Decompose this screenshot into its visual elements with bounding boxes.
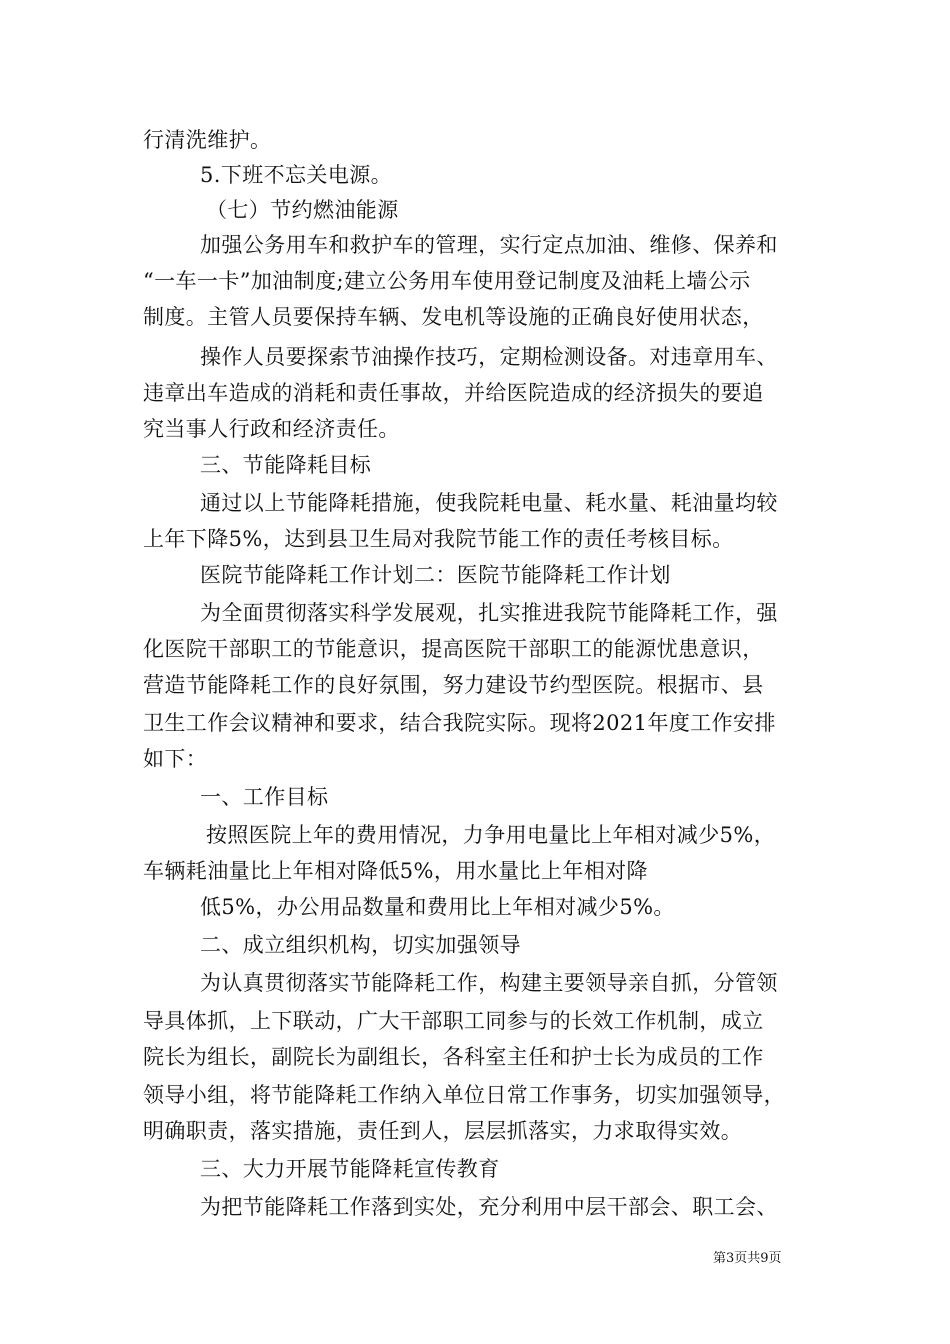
text-line: 明确职责，落实措施，责任到人，层层抓落实，力求取得实效。 (143, 1119, 743, 1143)
text-line: 操作人员要探索节油操作技巧，定期检测设备。对违章用车、 (200, 345, 778, 369)
text-line: 为全面贯彻落实科学发展观，扎实推进我院节能降耗工作，强 (200, 601, 778, 625)
section-heading: 三、节能降耗目标 (200, 453, 372, 477)
text-line: 5.下班不忘关电源。 (200, 163, 393, 187)
text-line: 加强公务用车和救护车的管理，实行定点加油、维修、保养和 (200, 233, 778, 257)
page-number-footer: 第3页共9页 (713, 1251, 782, 1266)
text-line: 制度。主管人员要保持车辆、发电机等设施的正确良好使用状态， (143, 305, 764, 329)
text-line: 领导小组，将节能降耗工作纳入单位日常工作事务，切实加强领导， (143, 1083, 785, 1107)
text-line: 违章出车造成的消耗和责任事故，并给医院造成的经济损失的要追 (143, 381, 764, 405)
text-line: “一车一卡”加油制度;建立公务用车使用登记制度及油耗上墙公示 (143, 269, 751, 293)
section-heading: 二、成立组织机构，切实加强领导 (200, 933, 521, 957)
text-line: 低5%，办公用品数量和费用比上年相对减少5%。 (200, 895, 675, 919)
text-line: 营造节能降耗工作的良好氛围，努力建设节约型医院。根据市、县 (143, 673, 764, 697)
text-line: 院长为组长，副院长为副组长，各科室主任和护士长为成员的工作 (143, 1045, 764, 1069)
text-line: 化医院干部职工的节能意识，提高医院干部职工的能源忧患意识， (143, 637, 764, 661)
text-line: 如下： (143, 747, 208, 771)
text-line: （七）节约燃油能源 (206, 198, 399, 222)
text-line: 按照医院上年的费用情况，力争用电量比上年相对减少5%， (206, 823, 776, 847)
text-line: 卫生工作会议精神和要求，结合我院实际。现将2021年度工作安排 (143, 711, 776, 735)
text-line: 上年下降5%，达到县卫生局对我院节能工作的责任考核目标。 (143, 527, 734, 551)
text-line: 究当事人行政和经济责任。 (143, 417, 400, 441)
text-line: 车辆耗油量比上年相对降低5%，用水量比上年相对降 (143, 859, 648, 883)
section-heading: 三、大力开展节能降耗宣传教育 (200, 1157, 500, 1181)
text-line: 通过以上节能降耗措施，使我院耗电量、耗水量、耗油量均较 (200, 491, 778, 515)
text-line: 为把节能降耗工作落到实处，充分利用中层干部会、职工会、 (200, 1195, 778, 1219)
section-heading: 医院节能降耗工作计划二：医院节能降耗工作计划 (200, 563, 671, 587)
text-line: 为认真贯彻落实节能降耗工作，构建主要领导亲自抓，分管领 (200, 971, 778, 995)
text-line: 导具体抓，上下联动，广大干部职工同参与的长效工作机制，成立 (143, 1009, 764, 1033)
section-heading: 一、工作目标 (200, 785, 329, 809)
text-line: 行清洗维护。 (143, 128, 272, 152)
